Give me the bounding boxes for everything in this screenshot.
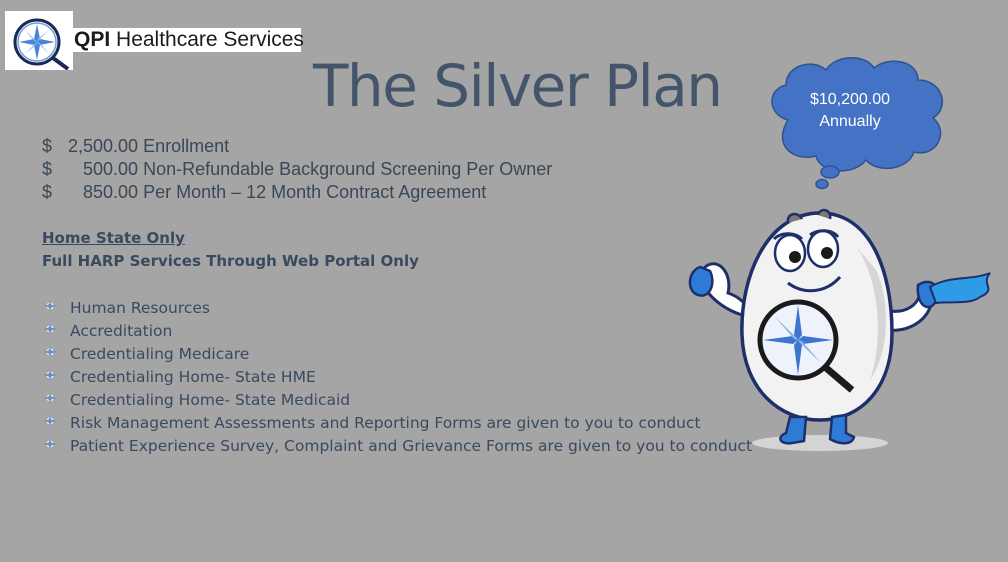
price-label: Non-Refundable Background Screening Per Owner: [138, 159, 553, 179]
currency-symbol: $: [42, 182, 53, 202]
list-item: [42, 434, 752, 457]
annual-price-bubble: [780, 89, 920, 133]
scope-heading: Home State Only: [42, 229, 185, 247]
price-amount: 2,500.00: [68, 136, 139, 156]
price-line-monthly: [42, 182, 486, 203]
currency-symbol: $: [42, 136, 53, 156]
price-label: Enrollment: [138, 136, 230, 156]
compass-bullet-icon: [42, 391, 70, 409]
list-item-text: Human Resources: [70, 298, 210, 317]
logo: [5, 11, 73, 70]
list-item-text: Credentialing Medicare: [70, 344, 250, 363]
price-amount: 500.00: [83, 159, 139, 179]
compass-bullet-icon: [42, 414, 70, 432]
compass-bullet-icon: [42, 437, 70, 455]
list-item: [42, 411, 752, 434]
list-item: [42, 365, 752, 388]
list-item: [42, 388, 752, 411]
list-item: [42, 296, 752, 319]
annual-price-period: Annually: [819, 113, 881, 130]
price-label: Per Month – 12 Month Contract Agreement: [138, 182, 487, 202]
currency-symbol: $: [42, 159, 53, 179]
list-item-text: Credentialing Home- State Medicaid: [70, 390, 351, 409]
list-item-text: Patient Experience Survey, Complaint and Grievance Forms are given to you to conduct: [70, 436, 753, 455]
list-item-text: Credentialing Home- State HME: [70, 367, 316, 386]
compass-bullet-icon: [42, 345, 70, 363]
brand-name-rest: Healthcare Services: [110, 28, 304, 51]
price-amount: 850.00: [83, 182, 139, 202]
list-item: [42, 319, 752, 342]
page-title: The Silver Plan: [313, 52, 722, 120]
price-line-enrollment: [42, 136, 229, 157]
price-line-screening: [42, 159, 552, 180]
services-heading: Full HARP Services Through Web Portal Only: [42, 252, 419, 270]
brand-name: [70, 28, 304, 52]
list-item-text: Risk Management Assessments and Reporting Forms are given to you to conduct: [70, 413, 701, 432]
compass-logo-icon: [5, 11, 73, 70]
compass-bullet-icon: [42, 368, 70, 386]
annual-price-amount: $10,200.00: [809, 91, 891, 108]
list-item: [42, 342, 752, 365]
mascot-icon: [680, 205, 1005, 460]
list-item-text: Accreditation: [70, 321, 173, 340]
services-list: [42, 296, 752, 457]
brand-name-bold: QPI: [74, 28, 111, 51]
compass-bullet-icon: [42, 299, 70, 317]
compass-bullet-icon: [42, 322, 70, 340]
